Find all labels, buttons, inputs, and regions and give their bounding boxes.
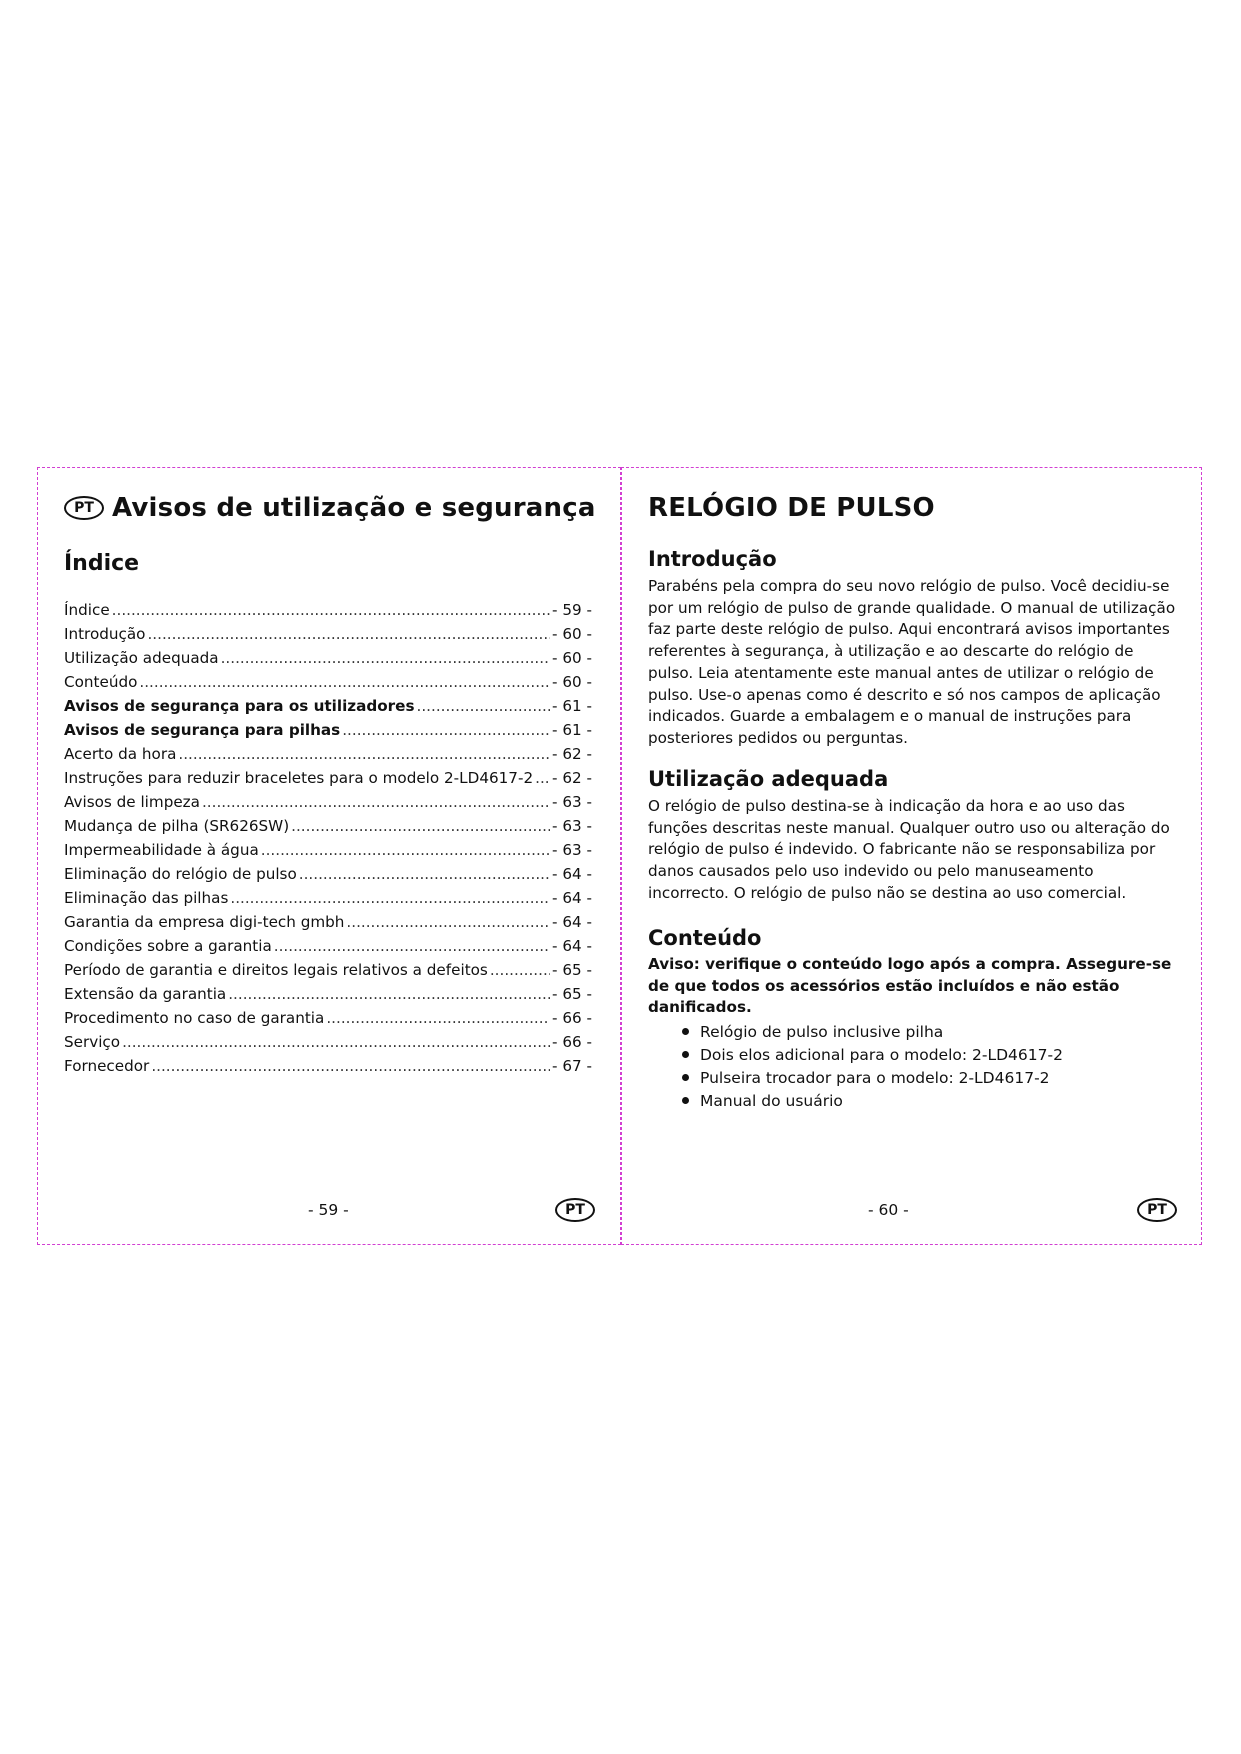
page-number: - 60 - [868,1201,909,1219]
toc-leader-dots [112,601,550,619]
toc-entry [64,625,592,649]
use-heading: Utilização adequada [648,767,889,791]
toc-leader-dots [122,1033,550,1051]
page-title: RELÓGIO DE PULSO [648,493,935,523]
toc-entry-page: - 66 - [552,1033,592,1051]
toc-entry-page: - 61 - [552,721,592,739]
toc-entry-page: - 64 - [552,913,592,931]
list-item-label: Dois elos adicional para o modelo: 2-LD4617-2 [700,1045,1063,1064]
toc-entry [64,817,592,841]
toc-entry-page: - 63 - [552,817,592,835]
list-item-label: Pulseira trocador para o modelo: 2-LD4617-2 [700,1068,1050,1087]
bullet-icon [682,1028,689,1035]
toc-entry [64,793,592,817]
toc-leader-dots [261,841,550,859]
list-item-label: Relógio de pulso inclusive pilha [700,1022,944,1041]
pt-footer-badge: PT [1137,1198,1177,1222]
toc-entry [64,649,592,673]
toc-entry-title: Mudança de pilha (SR626SW) [64,817,290,835]
toc-entry-page: - 64 - [552,865,592,883]
toc-leader-dots [230,889,550,907]
index-heading: Índice [64,551,140,576]
toc-entry-title: Impermeabilidade à água [64,841,259,859]
toc-entry-page: - 63 - [552,793,592,811]
toc-entry [64,673,592,697]
toc-entry-page: - 64 - [552,937,592,955]
toc-leader-dots [417,697,551,715]
toc-entry-title: Avisos de segurança para os utilizadores [64,697,415,715]
list-item [682,1020,1063,1043]
toc-entry-page: - 60 - [552,625,592,643]
toc-entry-title: Procedimento no caso de garantia [64,1009,325,1027]
toc-leader-dots [326,1009,550,1027]
pt-language-badge: PT [64,496,104,520]
bullet-icon [682,1051,689,1058]
toc-entry-page: - 59 - [552,601,592,619]
toc-entry-page: - 66 - [552,1009,592,1027]
page-title: Avisos de utilização e segurança [112,493,596,523]
toc-entry [64,985,592,1009]
toc-entry-title: Conteúdo [64,673,138,691]
toc-leader-dots [346,913,550,931]
toc-entry-page: - 63 - [552,841,592,859]
toc-entry [64,913,592,937]
toc-entry-title: Garantia da empresa digi-tech gmbh [64,913,345,931]
toc-entry [64,1009,592,1033]
intro-heading: Introdução [648,547,777,571]
toc-entry [64,1057,592,1081]
toc-leader-dots [490,961,550,979]
intro-paragraph: Parabéns pela compra do seu novo relógio de pulso. Você decidiu-se por um relógio de pulso de grande qualidade. O manual de utilização faz parte deste relógio de pulso. Aqui encontrará avisos importantes referentes à segurança, à utilização e ao descarte do relógio de pulso. Leia atentamente este manual antes de utilizar o relógio de pulso. Use-o apenas como é descrito e só nos campos de aplicação indicados. Guarde a embalagem e o manual de instruções para posteriores pedidos ou perguntas. [648,577,1176,747]
toc-entry-title: Fornecedor [64,1057,150,1075]
left-page [37,467,621,1245]
right-page [621,467,1202,1245]
toc-leader-dots [228,985,550,1003]
toc-entry-page: - 60 - [552,673,592,691]
toc-leader-dots [221,649,550,667]
toc-entry [64,697,592,721]
pt-footer-badge: PT [555,1198,595,1222]
toc-entry-title: Condições sobre a garantia [64,937,272,955]
toc-leader-dots [178,745,550,763]
toc-entry-title: Eliminação do relógio de pulso [64,865,297,883]
toc-entry [64,865,592,889]
toc-entry-page: - 65 - [552,985,592,1003]
page-number: - 59 - [308,1201,349,1219]
toc-entry [64,889,592,913]
bullet-icon [682,1074,689,1081]
toc-entry-title: Instruções para reduzir braceletes para o modelo 2-LD4617-2 [64,769,534,787]
toc-leader-dots [342,721,550,739]
toc-leader-dots [299,865,550,883]
toc-leader-dots [147,625,550,643]
contents-list [682,1020,1063,1112]
contents-notice: Aviso: verifique o conteúdo logo após a compra. Assegure-se de que todos os acessórios estão incluídos e não estão danificados. [648,955,1172,1017]
toc-entry-page: - 67 - [552,1057,592,1075]
toc-entry-title: Extensão da garantia [64,985,227,1003]
toc-entry [64,841,592,865]
toc-entry-title: Avisos de limpeza [64,793,200,811]
toc-entry [64,601,592,625]
toc-entry-page: - 65 - [552,961,592,979]
toc-entry-page: - 62 - [552,769,592,787]
table-of-contents [64,601,592,1081]
left-title-row [64,493,596,523]
toc-leader-dots [202,793,550,811]
bullet-icon [682,1097,689,1104]
toc-entry-title: Introdução [64,625,146,643]
toc-entry [64,961,592,985]
toc-entry-title: Acerto da hora [64,745,177,763]
toc-leader-dots [274,937,550,955]
toc-leader-dots [151,1057,550,1075]
list-item [682,1043,1063,1066]
toc-entry-page: - 60 - [552,649,592,667]
list-item-label: Manual do usuário [700,1091,843,1110]
toc-entry-title: Índice [64,601,110,619]
toc-entry-title: Período de garantia e direitos legais relativos a defeitos [64,961,488,979]
toc-entry-page: - 62 - [552,745,592,763]
document-spread [37,467,1202,1245]
toc-entry-title: Avisos de segurança para pilhas [64,721,341,739]
toc-entry [64,721,592,745]
toc-leader-dots [139,673,550,691]
toc-entry [64,769,592,793]
toc-entry-page: - 64 - [552,889,592,907]
toc-entry [64,1033,592,1057]
list-item [682,1066,1063,1089]
contents-heading: Conteúdo [648,926,762,950]
toc-leader-dots [291,817,550,835]
toc-entry-title: Serviço [64,1033,121,1051]
toc-leader-dots [535,769,550,787]
toc-entry [64,937,592,961]
toc-entry-title: Eliminação das pilhas [64,889,229,907]
use-paragraph: O relógio de pulso destina-se à indicação da hora e ao uso das funções descritas neste manual. Qualquer outro uso ou alteração do relógio de pulso é indevido. O fabricante não se responsabiliza por danos causados pelo uso indevido ou pelo manuseamento incorrecto. O relógio de pulso não se destina ao uso comercial. [648,797,1170,902]
toc-entry [64,745,592,769]
toc-entry-page: - 61 - [552,697,592,715]
list-item [682,1089,1063,1112]
toc-entry-title: Utilização adequada [64,649,219,667]
